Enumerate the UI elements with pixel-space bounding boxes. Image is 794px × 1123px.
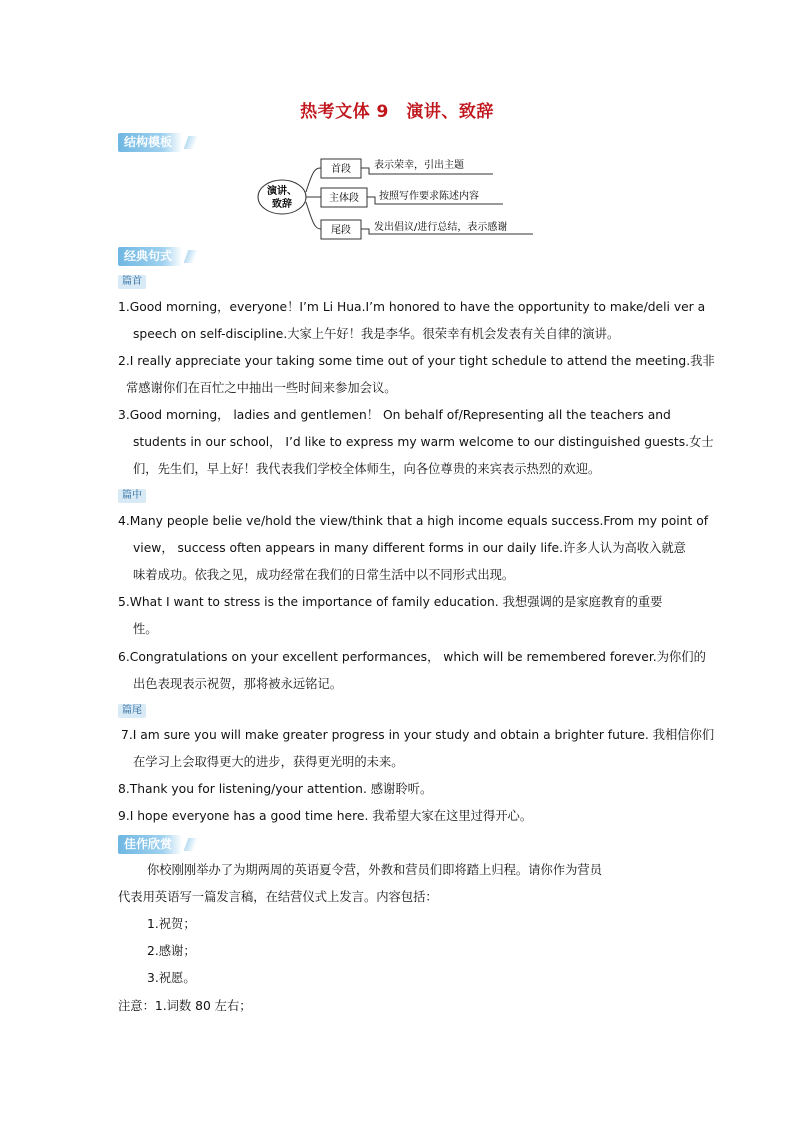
sentence-4-line-1: 4.Many people belie ve/hold the view/think that a high income equals success.From my point of	[118, 514, 709, 528]
task-note: 注意：1.词数 80 左右；	[118, 999, 252, 1013]
page-title: 热考文体 9 演讲、致辞	[300, 102, 494, 122]
sentence-9-line-1: 9.I hope everyone has a good time here. 我希望大家在这里过得开心。	[118, 809, 533, 823]
sentence-6-line-2: 出色表现表示祝贺，那将被永远铭记。	[133, 677, 343, 691]
task-point-2: 2.感谢；	[147, 944, 196, 958]
diagram-node-first-label: 首段	[331, 164, 351, 175]
diagram-node-end-label: 尾段	[331, 225, 351, 236]
sentence-3-line-1: 3.Good morning， ladies and gentlemen！ On behalf of/Representing all the teachers and	[118, 408, 671, 422]
diagram-connector-top	[306, 168, 321, 192]
sentence-6-line-1: 6.Congratulations on your excellent performances， which will be remembered forever.为你们的	[118, 650, 706, 664]
diagram-center-line1: 演讲、	[267, 186, 297, 197]
sentence-4-line-2: view， success often appears in many different forms in our daily life.许多人认为高收入就意	[133, 541, 686, 555]
sentence-7-line-1: 7.I am sure you will make greater progress in your study and obtain a brighter future. 我相信你们	[121, 728, 715, 742]
sentence-4-line-3: 味着成功。依我之见，成功经常在我们的日常生活中以不同形式出现。	[133, 568, 515, 582]
diagram-desc-3: 发出倡议/进行总结，表示感谢	[374, 222, 508, 233]
section-tag-appreciation: 佳作欣赏	[118, 835, 182, 854]
sub-tag-ending: 篇尾	[118, 704, 146, 718]
sentence-3-line-2: students in our school， I’d like to express my warm welcome to our distinguished guests.女士	[133, 435, 714, 449]
diagram-center-line2: 致辞	[272, 199, 292, 210]
sentence-5-line-1: 5.What I want to stress is the importance of family education. 我想强调的是家庭教育的重要	[118, 595, 663, 609]
sub-tag-opening: 篇首	[118, 275, 146, 289]
task-point-1: 1.祝贺；	[147, 917, 196, 931]
task-paragraph-line-2: 代表用英语写一篇发言稿，在结营仪式上发言。内容包括：	[118, 890, 438, 904]
sentence-1-line-1: 1.Good morning，everyone！I’m Li Hua.I’m honored to have the opportunity to make/deli ver a	[118, 300, 706, 314]
sentence-2-line-1: 2.I really appreciate your taking some time out of your tight schedule to attend the meeting.我非	[118, 354, 715, 368]
sentence-7-line-2: 在学习上会取得更大的进步，获得更光明的未来。	[133, 755, 404, 769]
structure-diagram	[255, 150, 545, 242]
diagram-desc-1: 表示荣幸，引出主题	[374, 160, 464, 171]
diagram-node-body-label: 主体段	[329, 193, 359, 204]
sentence-2-line-2: 常感谢你们在百忙之中抽出一些时间来参加会议。	[126, 381, 397, 395]
section-tag-sentences: 经典句式	[118, 247, 182, 266]
sentence-8-line-1: 8.Thank you for listening/your attention. 感谢聆听。	[118, 782, 433, 796]
sentence-3-line-3: 们，先生们，早上好！我代表我们学校全体师生，向各位尊贵的来宾表示热烈的欢迎。	[133, 462, 601, 476]
diagram-desc-2: 按照写作要求陈述内容	[379, 191, 479, 202]
section-tag-structure: 结构模板	[118, 133, 182, 152]
sentence-5-line-2: 性。	[133, 622, 158, 636]
sub-tag-middle: 篇中	[118, 489, 146, 503]
task-paragraph-line-1: 你校刚刚举办了为期两周的英语夏令营，外教和营员们即将踏上归程。请你作为营员	[147, 863, 602, 877]
task-point-3: 3.祝愿。	[147, 971, 196, 985]
sentence-1-line-2: speech on self-discipline.大家上午好！我是李华。很荣幸有机会发表有关自律的演讲。	[133, 327, 620, 341]
diagram-connector-bottom	[306, 202, 321, 229]
